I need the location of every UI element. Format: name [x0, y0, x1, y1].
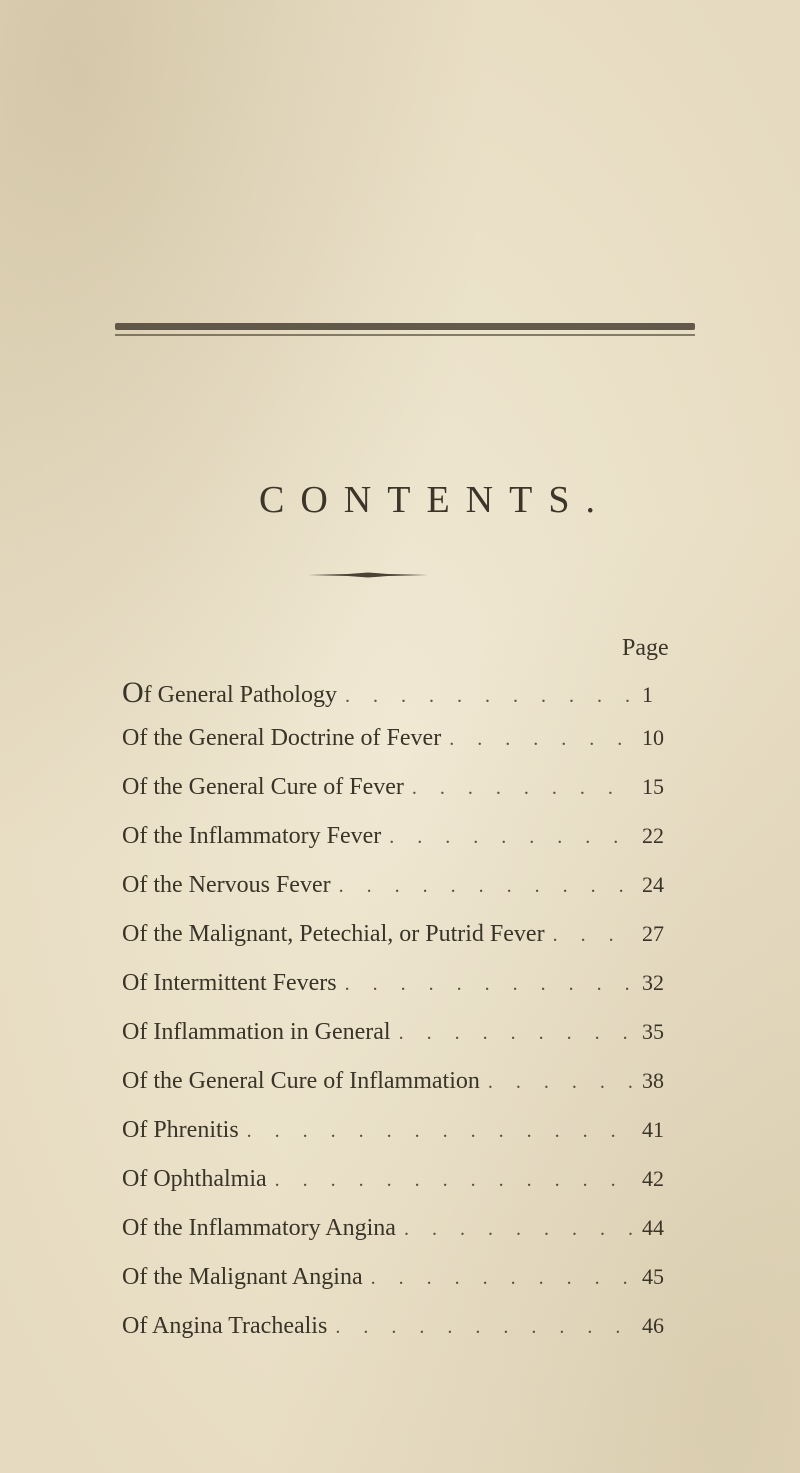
toc-entry-title: Of General Pathology [122, 676, 337, 709]
toc-entry-title: Of the General Doctrine of Fever [122, 725, 442, 751]
toc-entry-page: 1 [642, 682, 653, 707]
toc-entry-page: 46 [642, 1313, 664, 1338]
toc-entry-title: Of the Malignant, Petechial, or Putrid Fever [122, 921, 545, 947]
dot-leader [449, 728, 634, 751]
toc-entry-page: 10 [642, 725, 664, 750]
toc-entry-title: Of Inflammation in General [122, 1019, 391, 1045]
toc-entry [122, 1117, 682, 1166]
contents-heading: CONTENTS. [259, 479, 611, 521]
header-double-rule-thick [115, 323, 695, 330]
toc-entry [122, 921, 682, 970]
toc-entry [122, 970, 682, 1019]
toc-entry-page: 38 [642, 1068, 664, 1093]
toc-entry [122, 1215, 682, 1264]
toc-entry [122, 725, 682, 774]
dot-leader [247, 1120, 634, 1143]
toc-entry-title: Of the Malignant Angina [122, 1264, 363, 1290]
dot-leader [335, 1316, 634, 1339]
toc-entry [122, 1068, 682, 1117]
toc-entry-page: 15 [642, 774, 664, 799]
toc-entry-page: 32 [642, 970, 664, 995]
toc-entry-page: 41 [642, 1117, 664, 1142]
page-column-label: Page [622, 635, 669, 661]
toc-entry-title: Of the Inflammatory Fever [122, 823, 382, 849]
toc-entry-title: Of Angina Trachealis [122, 1313, 328, 1339]
dot-leader [553, 924, 634, 947]
toc-entry [122, 1166, 682, 1215]
toc-entry [122, 1264, 682, 1313]
toc-entry-page: 35 [642, 1019, 664, 1044]
dot-leader [389, 826, 634, 849]
toc-entry [122, 774, 682, 823]
dot-leader [412, 777, 634, 800]
toc-entry-title: Of the Nervous Fever [122, 872, 331, 898]
toc-entry-page: 27 [642, 921, 664, 946]
dot-leader [404, 1218, 634, 1241]
toc-entry-title: Of the General Cure of Inflammation [122, 1068, 480, 1094]
table-of-contents [122, 676, 682, 1362]
toc-entry-page: 24 [642, 872, 664, 897]
toc-entry [122, 1019, 682, 1068]
toc-entry-page: 42 [642, 1166, 664, 1191]
dot-leader [345, 685, 634, 708]
header-double-rule-thin [115, 334, 695, 336]
dot-leader [275, 1169, 634, 1192]
toc-entry [122, 1313, 682, 1362]
toc-entry-page: 22 [642, 823, 664, 848]
toc-entry-title: Of Intermittent Fevers [122, 970, 337, 996]
toc-entry-title: Of the Inflammatory Angina [122, 1215, 396, 1241]
toc-entry-title: Of Ophthalmia [122, 1166, 267, 1192]
toc-entry-page: 44 [642, 1215, 664, 1240]
toc-entry [122, 823, 682, 872]
dot-leader [488, 1071, 634, 1094]
toc-entry-title: Of the General Cure of Fever [122, 774, 404, 800]
dot-leader [339, 875, 634, 898]
toc-entry [122, 872, 682, 921]
toc-entry-title: Of Phrenitis [122, 1117, 239, 1143]
ornamental-rule [308, 572, 428, 578]
toc-entry-page: 45 [642, 1264, 664, 1289]
toc-entry [122, 676, 682, 725]
dot-leader [399, 1022, 634, 1045]
dot-leader [345, 973, 634, 996]
dot-leader [371, 1267, 634, 1290]
